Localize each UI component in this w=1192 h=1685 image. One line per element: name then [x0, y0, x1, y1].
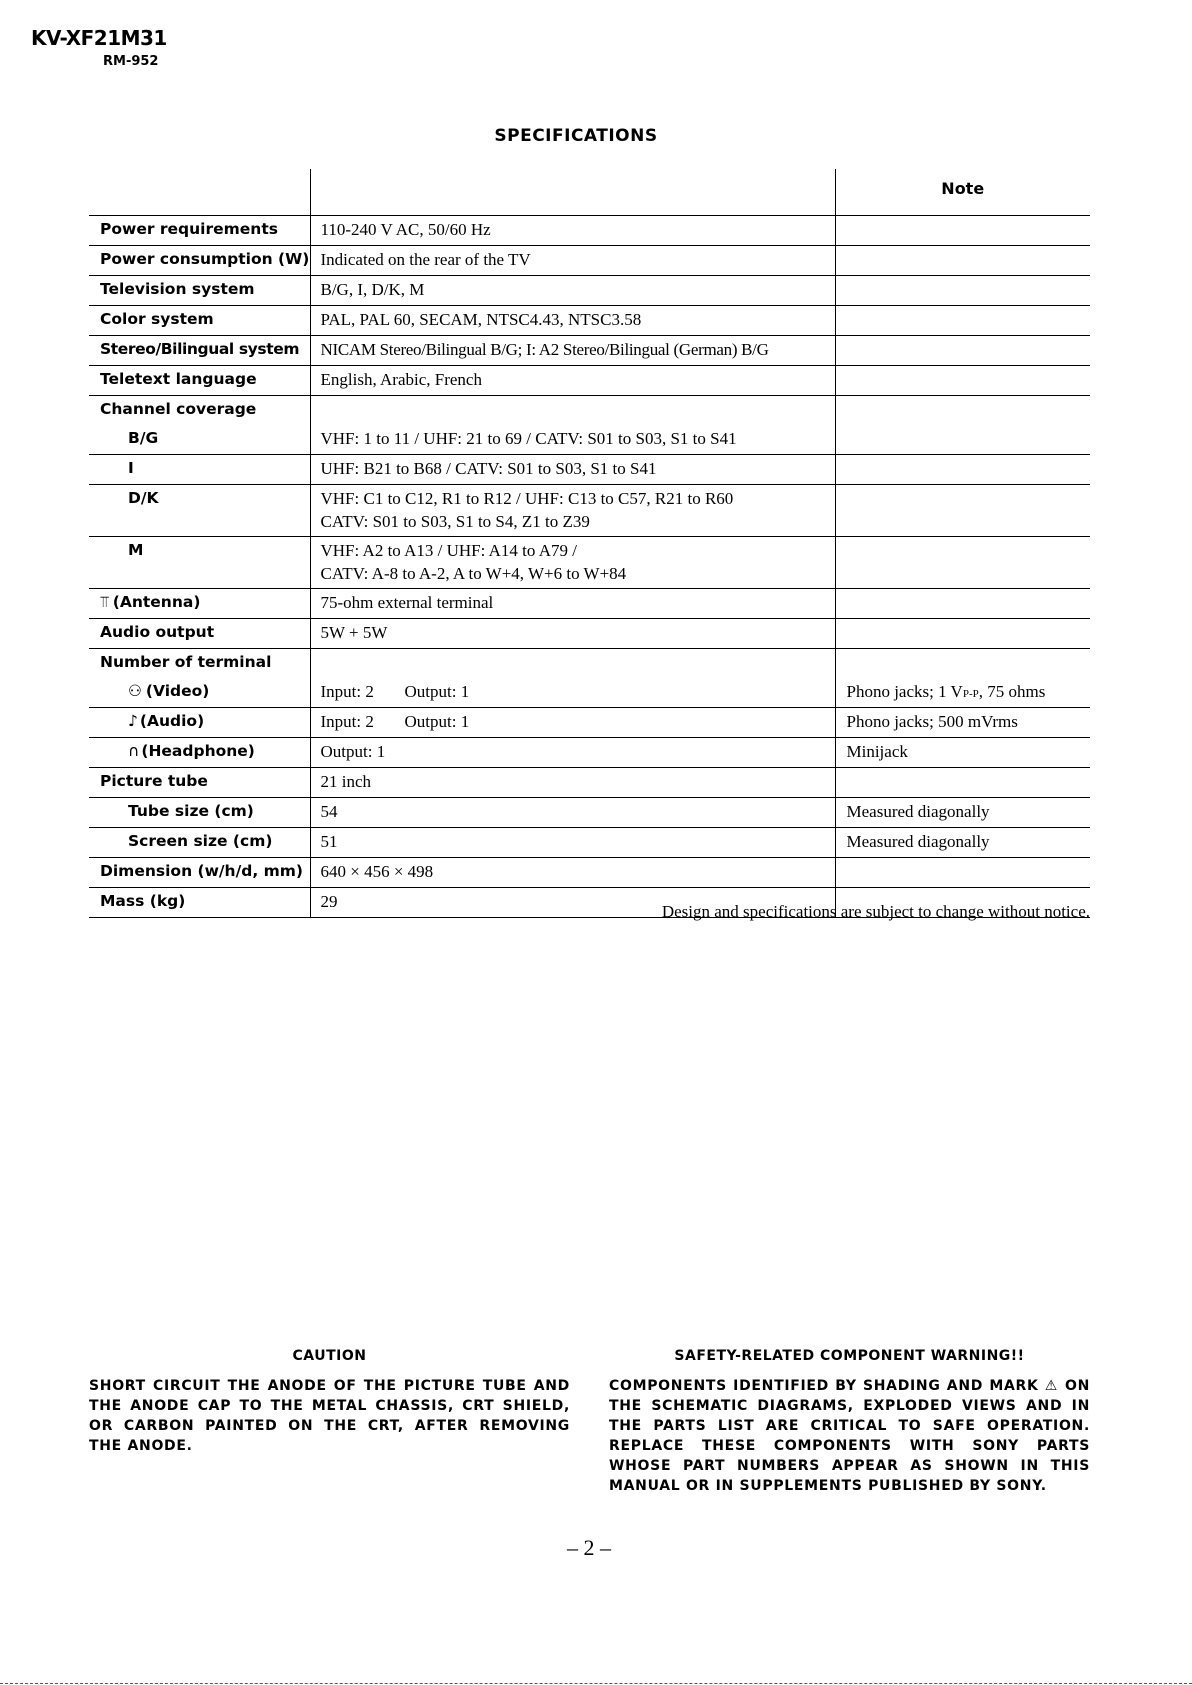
spec-label — [89, 678, 310, 708]
spec-label: Picture tube — [89, 768, 310, 798]
caution-title: CAUTION — [292, 1348, 367, 1364]
spec-label: Number of terminal — [89, 649, 310, 679]
table-row — [89, 276, 1090, 306]
spec-value — [310, 537, 835, 589]
output-count: Output: 1 — [404, 682, 470, 701]
page-number: – 2 – — [567, 1535, 611, 1560]
table-row — [89, 336, 1090, 366]
spec-value — [310, 485, 835, 537]
specifications-change-notice: Design and specifications are subject to change without notice. — [661, 902, 1090, 921]
spec-note: Measured diagonally — [835, 798, 1090, 828]
table-row — [89, 649, 1090, 679]
spec-label: Power consumption (W) — [89, 246, 310, 276]
spec-label: Television system — [89, 276, 310, 306]
spec-label-text: (Antenna) — [112, 593, 201, 611]
table-row — [89, 798, 1090, 828]
spec-value: 110-240 V AC, 50/60 Hz — [310, 216, 835, 246]
spec-label: Color system — [89, 306, 310, 336]
safety-warning-title: SAFETY-RELATED COMPONENT WARNING!! — [674, 1348, 1025, 1364]
spec-value: NICAM Stereo/Bilingual B/G; I: A2 Stereo/Bilingual (German) B/G — [310, 336, 835, 366]
spec-label: M — [89, 537, 310, 589]
spec-value: PAL, PAL 60, SECAM, NTSC4.43, NTSC3.58 — [310, 306, 835, 336]
remote-model: RM-952 — [103, 54, 159, 69]
spec-label: B/G — [89, 425, 310, 455]
caution-text: SHORT CIRCUIT THE ANODE OF THE PICTURE TUBE AND THE ANODE CAP TO THE METAL CHASSIS, CRT SHIELD, OR CARBON PAINTED ON THE CRT, AFTER REMOVING THE ANODE. — [89, 1378, 570, 1454]
note-column-header: Note — [835, 169, 1090, 216]
spec-label: Channel coverage — [89, 396, 310, 426]
specifications-table — [89, 169, 1090, 918]
table-row — [89, 306, 1090, 336]
spec-label: Stereo/Bilingual system — [89, 336, 310, 366]
spec-value: B/G, I, D/K, M — [310, 276, 835, 306]
spec-label — [89, 738, 310, 768]
spec-label — [89, 708, 310, 738]
spec-value-line: CATV: S01 to S03, S1 to S4, Z1 to Z39 — [320, 512, 590, 531]
spec-value: English, Arabic, French — [310, 366, 835, 396]
spec-note — [835, 678, 1090, 708]
antenna-icon: ⫪ — [100, 593, 109, 611]
spec-value-line: VHF: A2 to A13 / UHF: A14 to A79 / — [320, 541, 577, 560]
note-subscript: P-P — [962, 688, 979, 700]
safety-warning-text: COMPONENTS IDENTIFIED BY SHADING AND MARK ⚠ ON THE SCHEMATIC DIAGRAMS, EXPLODED VIEWS AND IN THE PARTS LIST ARE CRITICAL TO SAFE OPERATION. REPLACE THESE COMPONENTS WITH SONY PARTS WHOSE PART NUMBERS APPEAR AS SHOWN IN THIS MANUAL OR IN SUPPLEMENTS PUBLISHED BY SONY. — [609, 1378, 1090, 1494]
model-number: KV-XF21M31 — [31, 26, 167, 50]
table-row — [89, 589, 1090, 619]
table-row — [89, 485, 1090, 537]
spec-note: Phono jacks; 500 mVrms — [835, 708, 1090, 738]
table-row — [89, 537, 1090, 589]
input-count: Input: 2 — [320, 682, 374, 701]
spec-label: Audio output — [89, 619, 310, 649]
note-text: , 75 ohms — [978, 682, 1046, 701]
spec-label-text: (Headphone) — [141, 742, 255, 760]
table-row — [89, 768, 1090, 798]
input-count: Input: 2 — [320, 712, 374, 731]
video-icon: ⚇ — [128, 682, 142, 700]
headphone-icon: ∩ — [128, 742, 140, 760]
spec-value: VHF: 1 to 11 / UHF: 21 to 69 / CATV: S01 to S03, S1 to S41 — [310, 425, 835, 455]
page-title: SPECIFICATIONS — [494, 126, 658, 146]
spec-value-line: CATV: A-8 to A-2, A to W+4, W+6 to W+84 — [320, 564, 627, 583]
table-row — [89, 425, 1090, 455]
spec-label: Mass (kg) — [89, 888, 310, 918]
spec-label-text: (Audio) — [139, 712, 205, 730]
table-row — [89, 455, 1090, 485]
spec-label: Tube size (cm) — [89, 798, 310, 828]
table-row — [89, 366, 1090, 396]
table-row — [89, 678, 1090, 708]
spec-value: Indicated on the rear of the TV — [310, 246, 835, 276]
spec-label-text: (Video) — [145, 682, 210, 700]
spec-value: 21 inch — [310, 768, 835, 798]
spec-label: Screen size (cm) — [89, 828, 310, 858]
spec-value — [310, 678, 835, 708]
table-row — [89, 738, 1090, 768]
table-header-row — [89, 169, 1090, 216]
spec-value: 5W + 5W — [310, 619, 835, 649]
audio-note-icon: ♪ — [128, 712, 138, 730]
note-text: Phono jacks; 1 V — [846, 682, 963, 701]
spec-value: 29 — [310, 888, 835, 918]
spec-label: D/K — [89, 485, 310, 537]
table-row — [89, 708, 1090, 738]
spec-value: UHF: B21 to B68 / CATV: S01 to S03, S1 to S41 — [310, 455, 835, 485]
spec-value: 51 — [310, 828, 835, 858]
spec-label: I — [89, 455, 310, 485]
spec-value: 640 × 456 × 498 — [310, 858, 835, 888]
table-row — [89, 828, 1090, 858]
output-count: Output: 1 — [404, 712, 470, 731]
table-row — [89, 619, 1090, 649]
spec-note: Minijack — [835, 738, 1090, 768]
table-row — [89, 216, 1090, 246]
spec-label: Dimension (w/h/d, mm) — [89, 858, 310, 888]
spec-value: 54 — [310, 798, 835, 828]
table-row — [89, 246, 1090, 276]
spec-value: 75-ohm external terminal — [310, 589, 835, 619]
spec-label: Teletext language — [89, 366, 310, 396]
spec-value: Output: 1 — [310, 738, 835, 768]
table-row — [89, 396, 1090, 426]
spec-value — [310, 708, 835, 738]
spec-value-line: VHF: C1 to C12, R1 to R12 / UHF: C13 to C57, R21 to R60 — [320, 489, 734, 508]
table-row — [89, 858, 1090, 888]
spec-note: Measured diagonally — [835, 828, 1090, 858]
spec-label: Power requirements — [89, 216, 310, 246]
spec-label — [89, 589, 310, 619]
bottom-divider — [0, 1683, 1192, 1684]
